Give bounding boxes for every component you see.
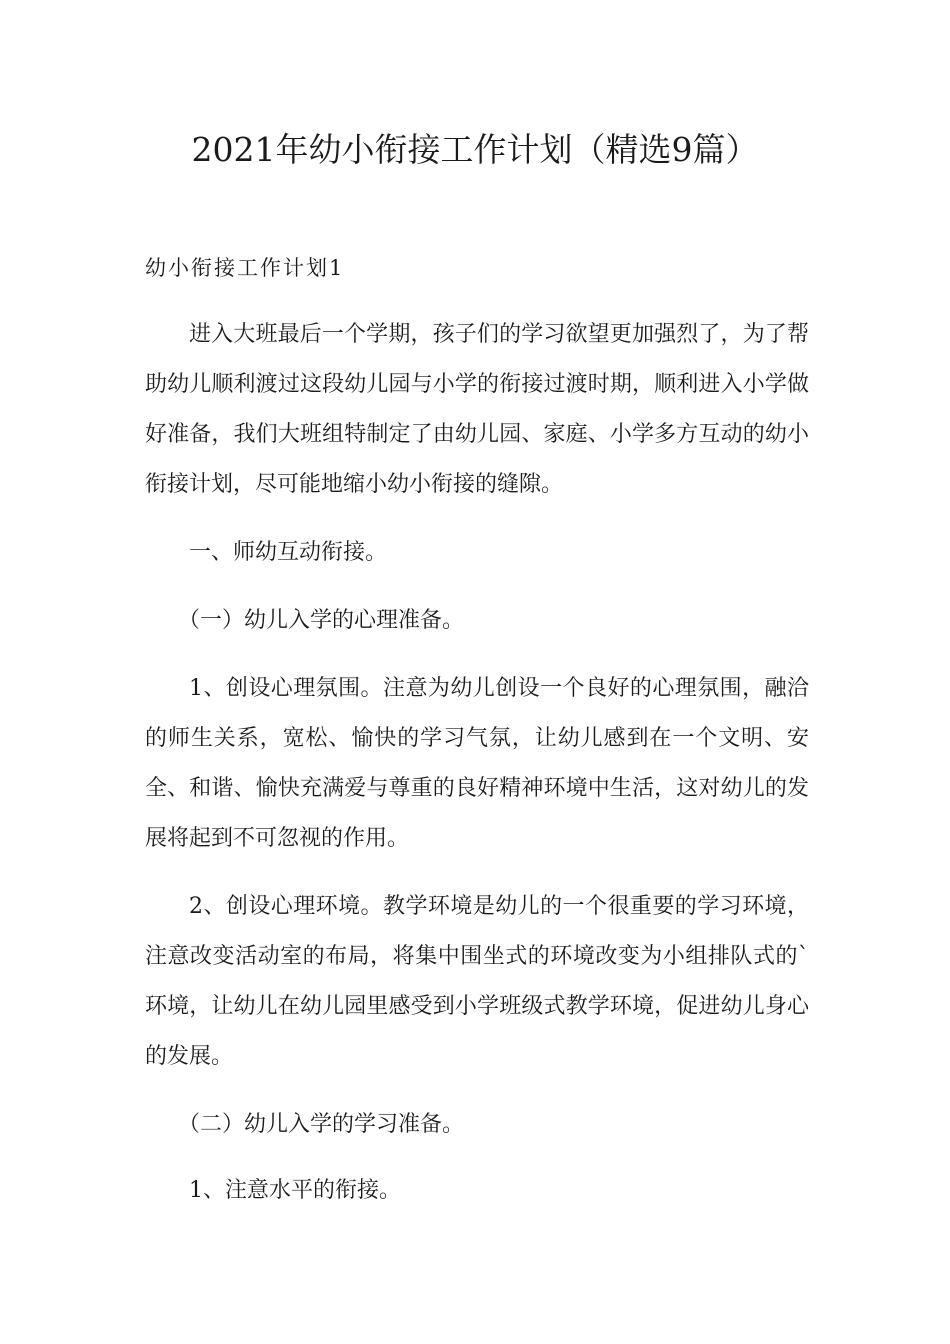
- subheading-psychological-preparation: （一）幼儿入学的心理准备。: [178, 608, 465, 633]
- intro-paragraph: 进入大班最后一个学期，孩子们的学习欲望更加强烈了，为了帮助幼儿顺利渡过这段幼儿园与小学的衔接过渡时期，顺利进入小学做好准备，我们大班组特制定了由幼儿园、家庭、小学多方互动的幼小衔接计划，尽可能地缩小幼小衔接的缝隙。: [145, 322, 809, 497]
- document-title: 2021年幼小衔接工作计划（精选9篇）: [191, 130, 759, 169]
- subheading-learning-preparation: （二）幼儿入学的学习准备。: [178, 1112, 465, 1137]
- section-title: 幼小衔接工作计划1: [145, 256, 345, 280]
- item-psychological-environment: 2、创设心理环境。教学环境是幼儿的一个很重要的学习环境，注意改变活动室的布局，将集中围坐式的环境改变为小组排队式的`环境，让幼儿在幼儿园里感受到小学班级式教学环境，促进幼儿身心的发展。: [145, 894, 809, 1069]
- heading-teacher-child-interaction: 一、师幼互动衔接。: [189, 540, 388, 565]
- item-psychological-atmosphere: 1、创设心理氛围。注意为幼儿创设一个良好的心理氛围，融洽的师生关系，宽松、愉快的学习气氛，让幼儿感到在一个文明、安全、和谐、愉快充满爱与尊重的良好精神环境中生活，这对幼儿的发展将起到不可忽视的作用。: [145, 676, 809, 851]
- item-attention-level: 1、注意水平的衔接。: [189, 1178, 401, 1203]
